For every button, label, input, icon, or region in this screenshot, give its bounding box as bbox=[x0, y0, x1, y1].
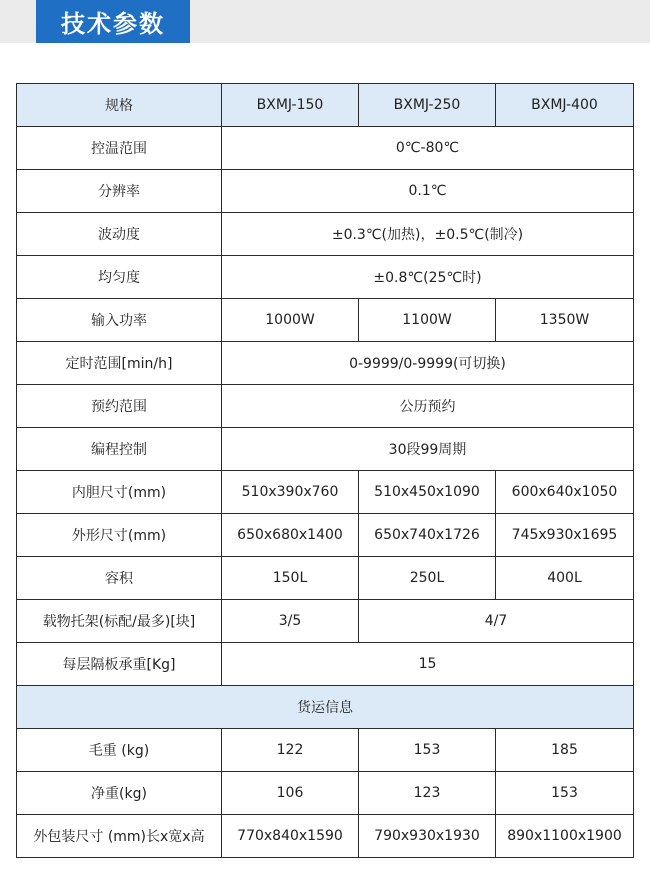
table-row bbox=[17, 643, 634, 686]
row-value: 153 bbox=[359, 729, 496, 772]
row-value: ±0.8℃(25℃时) bbox=[222, 256, 634, 299]
table-row bbox=[17, 600, 634, 643]
row-value: 890x1100x1900 bbox=[496, 815, 634, 858]
row-label: 净重(kg) bbox=[17, 772, 222, 815]
row-value: 15 bbox=[222, 643, 634, 686]
table-row bbox=[17, 256, 634, 299]
shipping-section-title: 货运信息 bbox=[17, 686, 634, 729]
row-value: 0-9999/0-9999(可切换) bbox=[222, 342, 634, 385]
row-value: 185 bbox=[496, 729, 634, 772]
row-value: 153 bbox=[496, 772, 634, 815]
section-title: 技术参数 bbox=[36, 0, 190, 43]
row-value: 公历预约 bbox=[222, 385, 634, 428]
row-value: 1000W bbox=[222, 299, 359, 342]
table-row bbox=[17, 299, 634, 342]
row-value: 123 bbox=[359, 772, 496, 815]
table-row bbox=[17, 514, 634, 557]
table-row bbox=[17, 729, 634, 772]
row-label: 分辨率 bbox=[17, 170, 222, 213]
row-value: 0.1℃ bbox=[222, 170, 634, 213]
row-value: 770x840x1590 bbox=[222, 815, 359, 858]
row-value: 510x390x760 bbox=[222, 471, 359, 514]
spec-table bbox=[16, 83, 634, 858]
row-label: 每层隔板承重[Kg] bbox=[17, 643, 222, 686]
table-row bbox=[17, 342, 634, 385]
row-value: 122 bbox=[222, 729, 359, 772]
row-value: 1100W bbox=[359, 299, 496, 342]
row-label: 载物托架(标配/最多)[块] bbox=[17, 600, 222, 643]
header-label-cell: 规格 bbox=[17, 84, 222, 127]
model-cell: BXMJ-400 bbox=[496, 84, 634, 127]
table-row bbox=[17, 815, 634, 858]
row-label: 定时范围[min/h] bbox=[17, 342, 222, 385]
row-label: 预约范围 bbox=[17, 385, 222, 428]
row-value: 150L bbox=[222, 557, 359, 600]
row-value: 30段99周期 bbox=[222, 428, 634, 471]
table-row bbox=[17, 428, 634, 471]
row-label: 波动度 bbox=[17, 213, 222, 256]
row-label: 毛重 (kg) bbox=[17, 729, 222, 772]
row-value: 745x930x1695 bbox=[496, 514, 634, 557]
row-value: 400L bbox=[496, 557, 634, 600]
row-value: 106 bbox=[222, 772, 359, 815]
row-label: 外形尺寸(mm) bbox=[17, 514, 222, 557]
row-label: 编程控制 bbox=[17, 428, 222, 471]
row-value: 650x740x1726 bbox=[359, 514, 496, 557]
table-row bbox=[17, 385, 634, 428]
table-row bbox=[17, 213, 634, 256]
row-value: 3/5 bbox=[222, 600, 359, 643]
row-label: 外包装尺寸 (mm)长x宽x高 bbox=[17, 815, 222, 858]
row-label: 控温范围 bbox=[17, 127, 222, 170]
table-header-row bbox=[17, 84, 634, 127]
table-row bbox=[17, 127, 634, 170]
row-label: 均匀度 bbox=[17, 256, 222, 299]
row-label: 输入功率 bbox=[17, 299, 222, 342]
row-value: 0℃-80℃ bbox=[222, 127, 634, 170]
table-row bbox=[17, 772, 634, 815]
model-cell: BXMJ-150 bbox=[222, 84, 359, 127]
row-value: 4/7 bbox=[359, 600, 634, 643]
row-value: 250L bbox=[359, 557, 496, 600]
row-label: 容积 bbox=[17, 557, 222, 600]
table-row bbox=[17, 557, 634, 600]
row-label: 内胆尺寸(mm) bbox=[17, 471, 222, 514]
row-value: 790x930x1930 bbox=[359, 815, 496, 858]
table-row bbox=[17, 471, 634, 514]
row-value: 1350W bbox=[496, 299, 634, 342]
row-value: ±0.3℃(加热)，±0.5℃(制冷) bbox=[222, 213, 634, 256]
table-row bbox=[17, 170, 634, 213]
row-value: 510x450x1090 bbox=[359, 471, 496, 514]
row-value: 600x640x1050 bbox=[496, 471, 634, 514]
shipping-section-row bbox=[17, 686, 634, 729]
model-cell: BXMJ-250 bbox=[359, 84, 496, 127]
row-value: 650x680x1400 bbox=[222, 514, 359, 557]
